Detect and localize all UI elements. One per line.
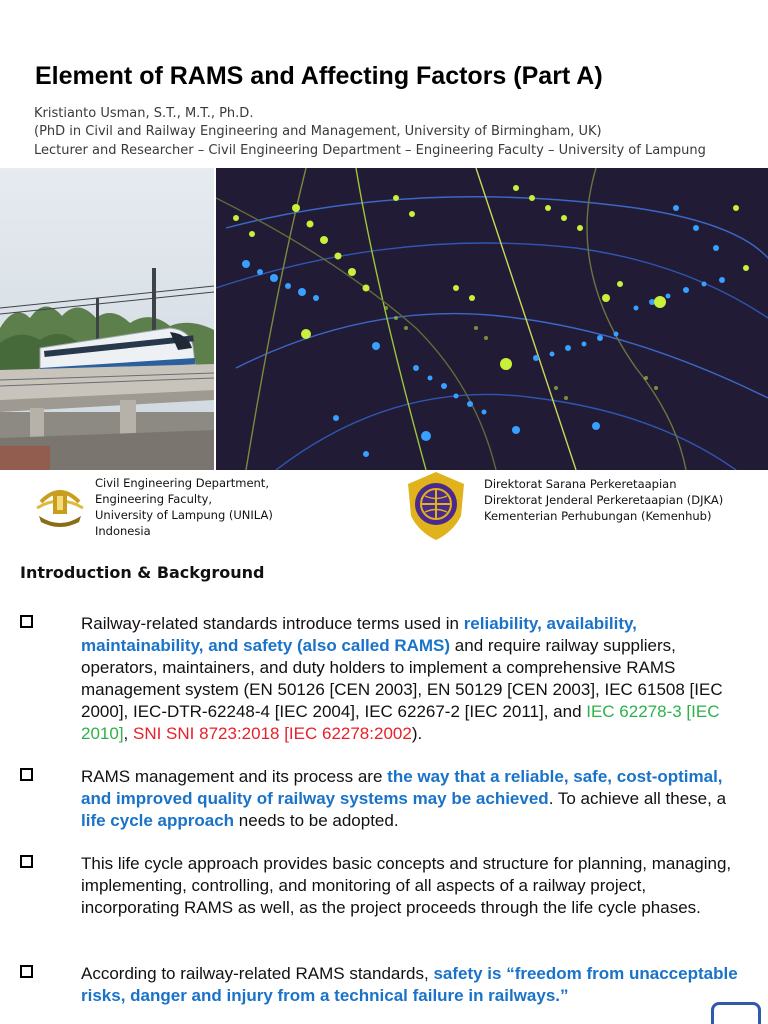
highlight-sni: SNI SNI 8723:2018 [IEC 62278:2002	[133, 724, 412, 743]
author-role: Lecturer and Researcher – Civil Engineering Department – Engineering Faculty – University of Lampung	[34, 143, 706, 158]
institution-right-line2: Direktorat Jenderal Perkeretaapian (DJKA)	[484, 493, 724, 507]
author-name: Kristianto Usman, S.T., M.T., Ph.D.	[34, 106, 254, 121]
unila-logo	[33, 480, 87, 530]
institution-left-line3: University of Lampung (UNILA)	[95, 508, 273, 522]
bullet-text-part: Railway-related standards introduce terms used in	[81, 614, 464, 633]
bullet-text-part: needs to be adopted.	[234, 811, 399, 830]
institution-left-line2: Engineering Faculty,	[95, 492, 213, 506]
highlight-life-cycle: life cycle approach	[81, 811, 235, 830]
institution-left-line1: Civil Engineering Department,	[95, 476, 269, 490]
author-phd: (PhD in Civil and Railway Engineering and Management, University of Birmingham, UK)	[34, 124, 602, 139]
checkbox-bullet-icon	[20, 768, 33, 781]
bullet-text-part: . To achieve all these, a	[548, 789, 727, 808]
institution-right-line3: Kementerian Perhubungan (Kemenhub)	[484, 509, 712, 523]
institution-right	[484, 476, 723, 524]
highlight-safety-definition: safety is “freedom from unacceptable risks, danger and injury from a technical failure in railways.”	[81, 964, 738, 1005]
slide-title: Element of RAMS and Affecting Factors (Part A)	[35, 62, 603, 90]
bullet-text	[81, 963, 746, 1007]
bullet-text	[81, 853, 746, 919]
highlight-rams-goal: the way that a reliable, safe, cost-optimal, and improved quality of railway systems may be achieved	[81, 767, 723, 808]
highlight-iec-62278-3: IEC 62278-3 [IEC 2010]	[81, 702, 720, 743]
bullet-text-part: RAMS management and its process are	[81, 767, 388, 786]
institution-left-line4: Indonesia	[95, 524, 151, 538]
checkbox-bullet-icon	[20, 615, 33, 628]
bullet-text-part: ).	[411, 724, 423, 743]
institution-right-line1: Direktorat Sarana Perkeretaapian	[484, 477, 677, 491]
rail-network-visualization	[216, 168, 768, 470]
institution-left	[95, 475, 273, 539]
corner-widget[interactable]	[711, 1002, 761, 1024]
bullet-text-part: ,	[123, 724, 133, 743]
section-heading: Introduction & Background	[20, 563, 265, 582]
bullet-text-part: According to railway-related RAMS standards,	[81, 964, 434, 983]
checkbox-bullet-icon	[20, 965, 33, 978]
train-viaduct-photo	[0, 168, 214, 470]
highlight-rams: reliability, availability, maintainability, and safety (also called RAMS)	[81, 614, 637, 655]
bullet-text-part: and require railway suppliers, operators, maintainers, and duty holders to implement a comprehensive RAMS management system (EN 50126 [CEN 2003], EN 50129 [CEN 2003], IEC 61508 [IEC 2000], IEC-DTR-62248-4 [IEC 2004], IEC 62267-2 [IEC 2011], and	[81, 636, 723, 721]
bullet-text	[81, 766, 746, 832]
checkbox-bullet-icon	[20, 855, 33, 868]
bullet-text	[81, 613, 746, 745]
kemenhub-logo	[403, 470, 469, 542]
bullet-text-part: This life cycle approach provides basic concepts and structure for planning, managing, implementing, controlling, and monitoring of all aspects of a railway project, incorporating RAMS as well, as the project proceeds through the life cycle phases.	[81, 854, 732, 917]
